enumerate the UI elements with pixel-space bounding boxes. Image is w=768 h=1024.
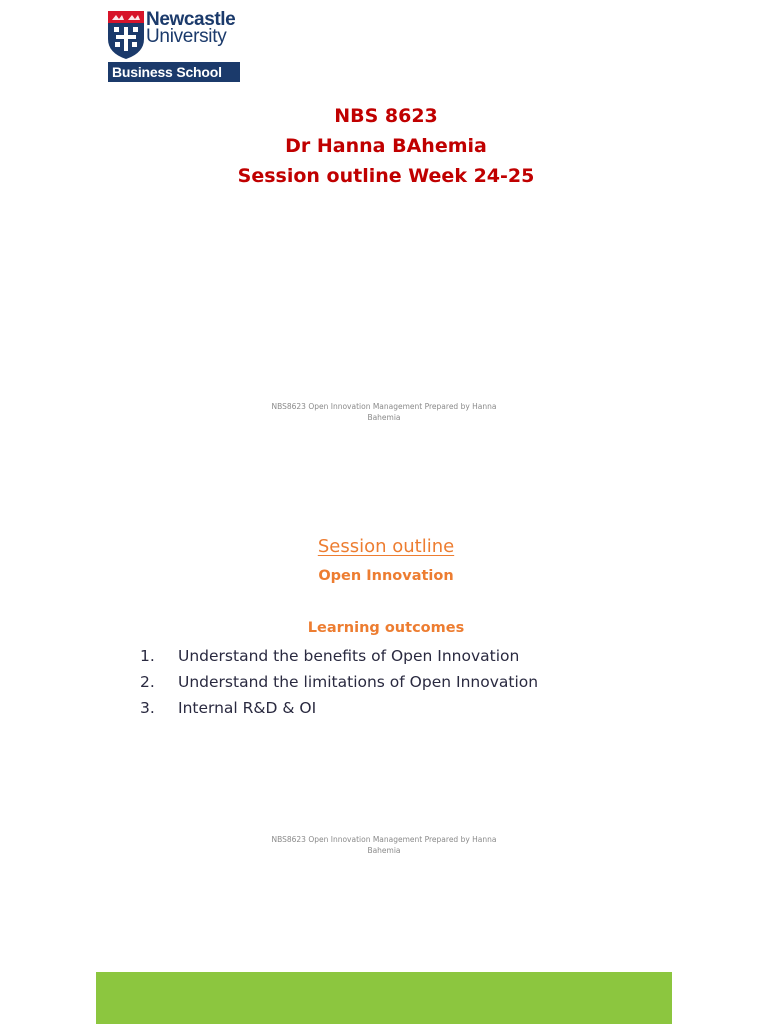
- title-block: [0, 101, 768, 191]
- logo-business-school-text: Business School: [112, 64, 222, 80]
- footer-line: Bahemia: [367, 846, 401, 855]
- newcastle-university-logo: [108, 9, 240, 82]
- green-slide-band: [96, 972, 672, 1024]
- logo-business-school-bar: [108, 62, 240, 82]
- logo-line-newcastle: Newcastle: [146, 9, 236, 30]
- footer-line: NBS8623 Open Innovation Management Prepared by Hanna: [271, 835, 497, 844]
- session-outline-heading: [0, 535, 768, 559]
- list-item-text: Understand the benefits of Open Innovation: [178, 647, 520, 665]
- learning-outcomes-list: [140, 644, 620, 722]
- list-item-number: 3.: [140, 699, 155, 717]
- list-item: [140, 670, 620, 696]
- footer-line: NBS8623 Open Innovation Management Prepared by Hanna: [271, 402, 497, 411]
- logo-wordmark: [108, 9, 240, 61]
- session-outline-heading-text: Session outline: [317, 536, 455, 557]
- slide-footer: [0, 401, 768, 423]
- course-code: NBS 8623: [334, 105, 438, 127]
- list-item: [140, 696, 620, 722]
- slide-footer: [0, 834, 768, 856]
- logo-line-university: University: [146, 26, 227, 47]
- session-title: Session outline Week 24-25: [237, 165, 535, 187]
- university-crest-icon: [108, 11, 144, 59]
- list-item-text: Internal R&D & OI: [178, 699, 317, 717]
- session-subheading: Open Innovation: [318, 568, 454, 584]
- list-item-text: Understand the limitations of Open Innovation: [178, 673, 539, 691]
- list-item: [140, 644, 620, 670]
- list-item-number: 1.: [140, 647, 155, 665]
- lecturer-name: Dr Hanna BAhemia: [285, 135, 487, 157]
- footer-line: Bahemia: [367, 413, 401, 422]
- learning-outcomes-heading: Learning outcomes: [307, 620, 465, 636]
- list-item-number: 2.: [140, 673, 155, 691]
